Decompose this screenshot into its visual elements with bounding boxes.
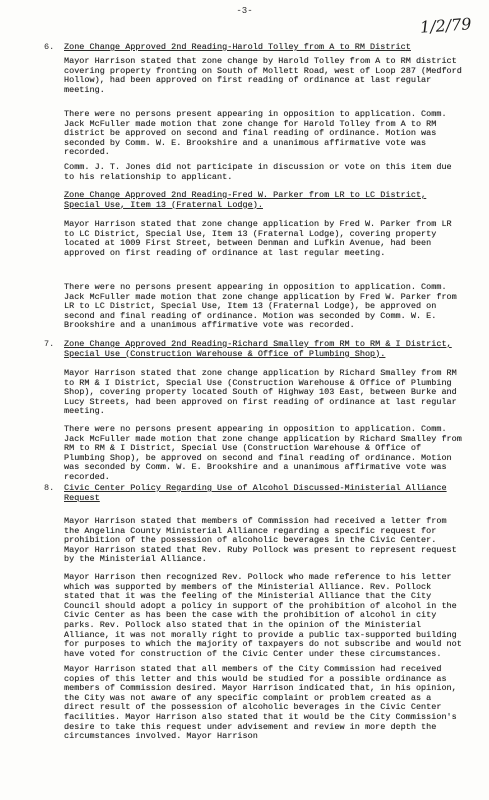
paragraph: Mayor Harrison then recognized Rev. Pollock who made reference to his letter which was supported by members of the Ministerial Alliance. Rev. Pollock stated that it was the feeling of the Ministerial Alliance that the City Council should adopt a policy in support of the prohibition of alcohol in the Civic Center as has been the case with the prohibition of alcohol in city parks. Rev. Pollock also stated that in the opinion of the Ministerial Alliance, it was not morally right to provide a public tax-supported building for purposes to which the majority of taxpayers do not subscribe and would not have voted for construction of the Civic Center under these circumstances. <box>64 572 462 659</box>
item-heading: Civic Center Policy Regarding Use of Alcohol Discussed-Ministerial Alliance Request <box>64 483 447 503</box>
paragraph: Mayor Harrison stated that zone change application by Richard Smalley from RM to RM & I District, Special Use (Construction Warehouse & Office of Plumbing Shop), covering property located South of Highway 103 East, between Burke and Lucy Streets, had been approved on first reading of ordinance at last regular meeting. <box>64 368 457 417</box>
paragraph: Comm. J. T. Jones did not participate in discussion or vote on this item due to his relationship to applicant. <box>64 162 452 182</box>
paragraph: Mayor Harrison stated that zone change by Harold Tolley from A to RM district covering property fronting on South of Mollett Road, west of Loop 287 (Medford Hollow), had been approved on first reading of ordinance at last regular meeting. <box>64 56 462 95</box>
paragraph: There were no persons present appearing in opposition to application. Comm. Jack McFuller made motion that zone change for Harold Tolley from A to RM district be approved on second and final reading of ordinance. Motion was seconded by Comm. W. E. Brookshire and a unanimous affirmative vote was recorded. <box>64 109 447 158</box>
handwritten-date: 1/2/79 <box>419 14 473 37</box>
paragraph: There were no persons present appearing in opposition to application. Comm. Jack McFuller made motion that zone change application by Fred W. Parker from LR to LC District, Special Use, Item 13 (Fraternal Lodge), be approved on second and final reading of ordinance. Motion was seconded by Comm. W. E. Brookshire and a unanimous affirmative vote was recorded. <box>64 282 457 331</box>
item-number: 8. <box>44 483 55 493</box>
item-heading: Zone Change Approved 2nd Reading-Harold Tolley from A to RM District <box>64 42 411 52</box>
page-number: -3- <box>236 6 253 16</box>
item-heading: Zone Change Approved 2nd Reading-Richard Smalley from RM to RM & I District, Special Use (Construction Warehouse & Office of Plumbing Shop). <box>64 339 452 359</box>
paragraph: Mayor Harrison stated that zone change application by Fred W. Parker from LR to LC District, Special Use, Item 13 (Fraternal Lodge), covering property located at 1009 First Street, between Denman and Lufkin Avenue, had been approved on first reading of ordinance at last regular meeting. <box>64 219 452 258</box>
item-number: 7. <box>44 339 55 349</box>
paragraph: Mayor Harrison stated that members of Commission had received a letter from the Angelina County Ministerial Alliance regarding a specific request for prohibition of the possession of alcoholic beverages in the Civic Center. Mayor Harrison stated that Rev. Ruby Pollock was present to represent request by the Ministerial Alliance. <box>64 516 457 565</box>
paragraph: Mayor Harrison stated that all members of the City Commission had received copies of this letter and this would be studied for a possible ordinance as members of Commission desired. Mayor Harrison indicated that, in his opinion, the City was not aware of any specific complaint or problem created as a direct result of the possession of alcoholic beverages in the Civic Center facilities. Mayor Harrison also stated that it would be the City Commission's desire to take this request under advisement and review in more depth the circumstances involved. Mayor Harrison <box>64 664 457 742</box>
item-number: 6. <box>44 42 55 52</box>
paragraph: There were no persons present appearing in opposition to application. Comm. Jack McFuller made motion that zone change application by Richard Smalley from RM to RM & I District, Special Use (Construction Warehouse & Office of Plumbing Shop), be approved on second and final reading of ordinance. Motion was seconded by Comm. W. E. Brookshire and a unanimous affirmative vote was recorded. <box>64 424 462 482</box>
item-heading: Zone Change Approved 2nd Reading-Fred W. Parker from LR to LC District, Special Use, Item 13 (Fraternal Lodge). <box>64 190 427 210</box>
